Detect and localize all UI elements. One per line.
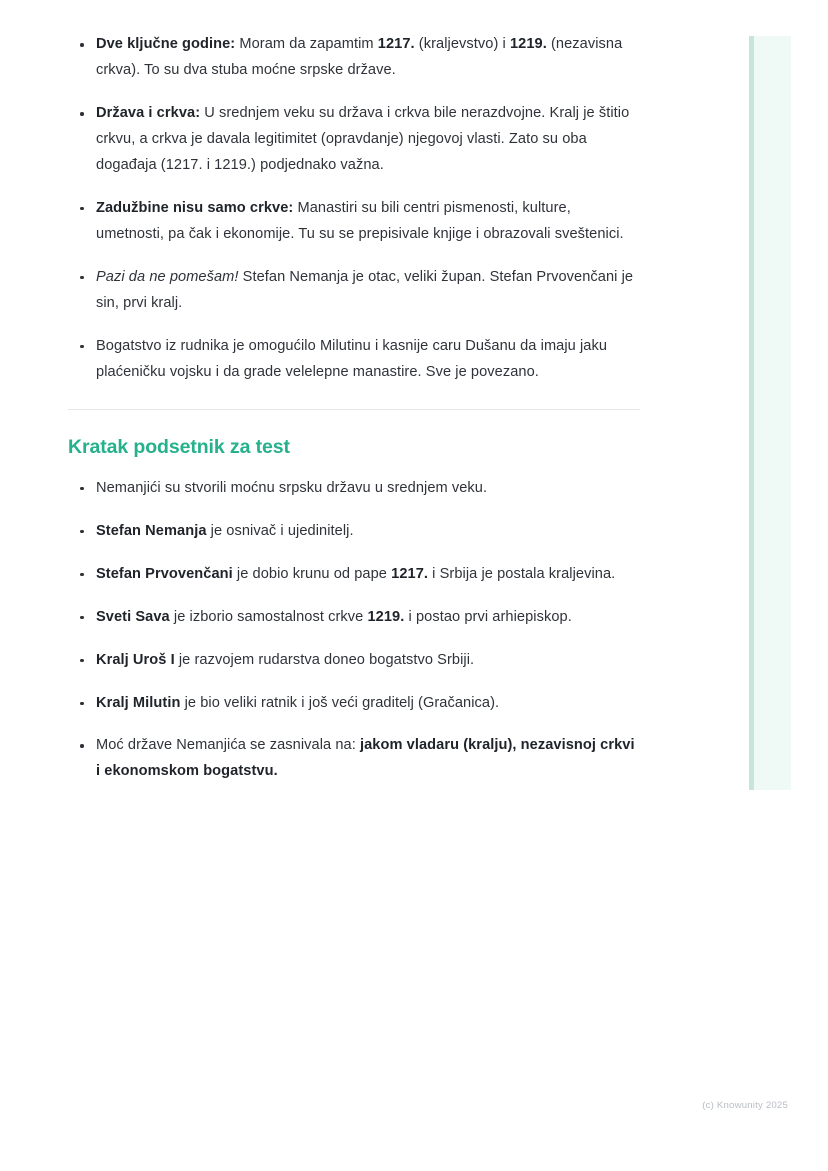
emphasis-bold: 1219. bbox=[509, 36, 547, 52]
emphasis-bold: Kralj Uroš I bbox=[96, 651, 175, 668]
emphasis-bold: 1217. bbox=[377, 36, 415, 52]
emphasis-italic: Pazi da ne pomešam! bbox=[96, 268, 239, 285]
text-run: Moć države Nemanjića se zasnivala na: bbox=[96, 737, 360, 754]
emphasis-bold: Zadužbine nisu samo crkve: bbox=[96, 199, 294, 216]
text-run: je razvojem rudarstva doneo bogatstvo Srbiji. bbox=[174, 651, 475, 668]
text-run: Stefan Nemanja je otac, veliki župan. Stefan Prvovenčani je sin, prvi kralj. bbox=[96, 268, 634, 311]
emphasis-bold: 1219. bbox=[367, 608, 405, 625]
text-run: je bio veliki ratnik i još veći graditelj (Gračanica). bbox=[180, 694, 500, 711]
emphasis-bold: jakom vladaru (kralju), nezavisnoj crkvi i ekonomskom bogatstvu. bbox=[96, 737, 635, 780]
right-accent-panel-edge bbox=[749, 36, 754, 790]
section-divider bbox=[68, 409, 640, 410]
list-item bbox=[68, 691, 640, 717]
list-item bbox=[68, 334, 640, 386]
list-item bbox=[68, 476, 640, 502]
list-item bbox=[68, 605, 640, 631]
text-run: Manastiri su bili centri pismenosti, kulture, umetnosti, pa čak i ekonomije. Tu su se prepisivale knjige i obrazovali sveštenici. bbox=[96, 199, 624, 242]
list-item bbox=[68, 101, 640, 179]
list-item bbox=[68, 562, 640, 588]
section-heading-summary: Kratak podsetnik za test bbox=[68, 435, 290, 458]
list-item bbox=[68, 648, 640, 674]
list-item bbox=[68, 519, 640, 545]
emphasis-bold: Kralj Milutin bbox=[96, 694, 181, 711]
footer-copyright: (c) Knowunity 2025 bbox=[702, 1100, 788, 1111]
emphasis-bold: Dve ključne godine: bbox=[96, 36, 236, 52]
notes-list bbox=[68, 32, 640, 386]
emphasis-bold: 1217. bbox=[391, 565, 429, 582]
emphasis-bold: Stefan Prvovenčani bbox=[96, 565, 233, 582]
text-run: je dobio krunu od pape bbox=[232, 565, 392, 582]
right-accent-panel bbox=[749, 36, 791, 790]
emphasis-bold: Stefan Nemanja bbox=[96, 522, 207, 539]
emphasis-bold: Sveti Sava bbox=[96, 608, 170, 625]
text-run: je osnivač i ujedinitelj. bbox=[206, 522, 354, 539]
text-run: je izborio samostalnost crkve bbox=[169, 608, 368, 625]
text-run: U srednjem veku su država i crkva bile nerazdvojne. Kralj je štitio crkvu, a crkva je davala legitimitet (opravdanje) njegovoj vlasti. Zato su oba događaja (1217. i 1219.) podjednako važna. bbox=[96, 104, 630, 173]
list-item bbox=[68, 32, 640, 84]
list-item bbox=[68, 196, 640, 248]
text-run: i Srbija je postala kraljevina. bbox=[428, 565, 616, 582]
list-item bbox=[68, 265, 640, 317]
text-run: Nemanjići su stvorili moćnu srpsku državu u srednjem veku. bbox=[96, 479, 488, 496]
text-run: i postao prvi arhiepiskop. bbox=[404, 608, 572, 625]
list-item bbox=[68, 733, 640, 785]
text-run: Bogatstvo iz rudnika je omogućilo Milutinu i kasnije caru Dušanu da imaju jaku plaćeničku vojsku i da grade velelepne manastire. Sve je povezano. bbox=[96, 337, 608, 380]
text-run: Moram da zapamtim bbox=[235, 36, 378, 52]
emphasis-bold: Država i crkva: bbox=[96, 104, 201, 121]
text-run: (kraljevstvo) i bbox=[414, 36, 510, 52]
text-run: (nezavisna crkva). To su dva stuba moćne srpske države. bbox=[96, 36, 623, 78]
summary-list bbox=[68, 476, 640, 786]
